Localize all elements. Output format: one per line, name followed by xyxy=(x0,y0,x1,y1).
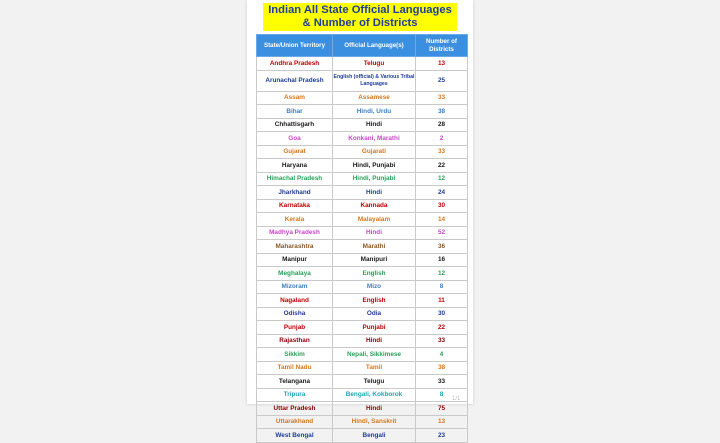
table-row xyxy=(257,226,468,240)
cell-districts: 8 xyxy=(416,280,468,294)
cell-language: Manipuri xyxy=(333,253,416,267)
cell-language: Mizo xyxy=(333,280,416,294)
cell-state: Karnataka xyxy=(257,199,333,213)
table-row xyxy=(257,199,468,213)
cell-districts: 33 xyxy=(416,334,468,348)
cell-state: Gujarat xyxy=(257,145,333,159)
cell-districts: 2 xyxy=(416,132,468,146)
cell-districts: 52 xyxy=(416,226,468,240)
cell-language: Nepali, Sikkimese xyxy=(333,348,416,362)
cell-language: Hindi, Punjabi xyxy=(333,172,416,186)
cell-state: Andhra Pradesh xyxy=(257,57,333,71)
table-row xyxy=(257,375,468,389)
cell-districts: 13 xyxy=(416,57,468,71)
title-line-1: Indian All State Official Languages xyxy=(268,4,452,16)
cell-state: Kerala xyxy=(257,213,333,227)
cell-districts: 25 xyxy=(416,70,468,91)
cell-districts: 36 xyxy=(416,240,468,254)
cell-language: Hindi, Urdu xyxy=(333,105,416,119)
table-row xyxy=(257,267,468,281)
cell-language: Telugu xyxy=(333,375,416,389)
cell-districts: 12 xyxy=(416,267,468,281)
cell-state: Punjab xyxy=(257,321,333,335)
table-row xyxy=(257,294,468,308)
cell-language: English (official) & Various Tribal Languages xyxy=(333,70,416,91)
table-row xyxy=(257,57,468,71)
cell-state: Assam xyxy=(257,91,333,105)
header-language: Official Language(s) xyxy=(333,35,416,57)
table-row xyxy=(257,307,468,321)
cell-language: Hindi xyxy=(333,226,416,240)
cell-districts: 22 xyxy=(416,159,468,173)
table-row xyxy=(257,429,468,443)
cell-language: Hindi xyxy=(333,334,416,348)
cell-state: Jharkhand xyxy=(257,186,333,200)
cell-state: Bihar xyxy=(257,105,333,119)
cell-language: Hindi, Sanskrit xyxy=(333,415,416,429)
cell-state: Odisha xyxy=(257,307,333,321)
document-title xyxy=(263,3,457,31)
table-header-row xyxy=(257,35,468,57)
cell-state: Madhya Pradesh xyxy=(257,226,333,240)
cell-state: Telangana xyxy=(257,375,333,389)
cell-language: Marathi xyxy=(333,240,416,254)
table-row xyxy=(257,361,468,375)
cell-districts: 75 xyxy=(416,402,468,416)
cell-state: Sikkim xyxy=(257,348,333,362)
cell-language: Bengali xyxy=(333,429,416,443)
table-row xyxy=(257,388,468,402)
table-row xyxy=(257,334,468,348)
table-row xyxy=(257,172,468,186)
table-row xyxy=(257,402,468,416)
table-row xyxy=(257,280,468,294)
cell-language: Assamese xyxy=(333,91,416,105)
cell-language: Odia xyxy=(333,307,416,321)
cell-language: Hindi xyxy=(333,186,416,200)
cell-state: Rajasthan xyxy=(257,334,333,348)
cell-state: Arunachal Pradesh xyxy=(257,70,333,91)
table-row xyxy=(257,145,468,159)
table-row xyxy=(257,240,468,254)
cell-districts: 24 xyxy=(416,186,468,200)
table-row xyxy=(257,213,468,227)
cell-state: Goa xyxy=(257,132,333,146)
cell-districts: 14 xyxy=(416,213,468,227)
cell-language: Tamil xyxy=(333,361,416,375)
cell-districts: 12 xyxy=(416,172,468,186)
cell-language: Hindi, Punjabi xyxy=(333,159,416,173)
cell-state: Uttarakhand xyxy=(257,415,333,429)
cell-language: Konkani, Marathi xyxy=(333,132,416,146)
cell-districts: 30 xyxy=(416,307,468,321)
cell-districts: 38 xyxy=(416,361,468,375)
cell-state: Manipur xyxy=(257,253,333,267)
cell-language: Gujarati xyxy=(333,145,416,159)
page-indicator: 1/1 xyxy=(452,396,461,402)
table-row xyxy=(257,118,468,132)
cell-state: Tamil Nadu xyxy=(257,361,333,375)
cell-districts: 33 xyxy=(416,375,468,389)
cell-language: Bengali, Kokborok xyxy=(333,388,416,402)
cell-language: Punjabi xyxy=(333,321,416,335)
cell-districts: 4 xyxy=(416,348,468,362)
table-row xyxy=(257,159,468,173)
header-state: State/Union Territory xyxy=(257,35,333,57)
cell-districts: 33 xyxy=(416,145,468,159)
cell-state: West Bengal xyxy=(257,429,333,443)
cell-districts: 38 xyxy=(416,105,468,119)
cell-districts: 23 xyxy=(416,429,468,443)
cell-districts: 28 xyxy=(416,118,468,132)
cell-language: English xyxy=(333,267,416,281)
states-table xyxy=(256,34,468,443)
cell-districts: 16 xyxy=(416,253,468,267)
header-districts: Number of Districts xyxy=(416,35,468,57)
cell-state: Meghalaya xyxy=(257,267,333,281)
cell-state: Haryana xyxy=(257,159,333,173)
cell-language: Kannada xyxy=(333,199,416,213)
cell-language: English xyxy=(333,294,416,308)
table-row xyxy=(257,70,468,91)
document-page xyxy=(247,0,473,439)
table-row xyxy=(257,132,468,146)
cell-language: Hindi xyxy=(333,402,416,416)
cell-state: Himachal Pradesh xyxy=(257,172,333,186)
table-row xyxy=(257,415,468,429)
cell-language: Hindi xyxy=(333,118,416,132)
table-row xyxy=(257,105,468,119)
cell-districts: 11 xyxy=(416,294,468,308)
cell-state: Mizoram xyxy=(257,280,333,294)
cell-state: Tripura xyxy=(257,388,333,402)
cell-districts: 33 xyxy=(416,91,468,105)
cell-state: Chhattisgarh xyxy=(257,118,333,132)
table-row xyxy=(257,253,468,267)
cell-districts: 22 xyxy=(416,321,468,335)
cell-state: Uttar Pradesh xyxy=(257,402,333,416)
cell-state: Nagaland xyxy=(257,294,333,308)
cell-language: Telugu xyxy=(333,57,416,71)
cell-districts: 30 xyxy=(416,199,468,213)
table-row xyxy=(257,348,468,362)
cell-districts: 8 xyxy=(416,388,468,402)
cell-districts: 13 xyxy=(416,415,468,429)
table-row xyxy=(257,91,468,105)
cell-state: Maharashtra xyxy=(257,240,333,254)
cell-language: Malayalam xyxy=(333,213,416,227)
table-row xyxy=(257,186,468,200)
title-line-2: & Number of Districts xyxy=(302,17,418,29)
table-row xyxy=(257,321,468,335)
